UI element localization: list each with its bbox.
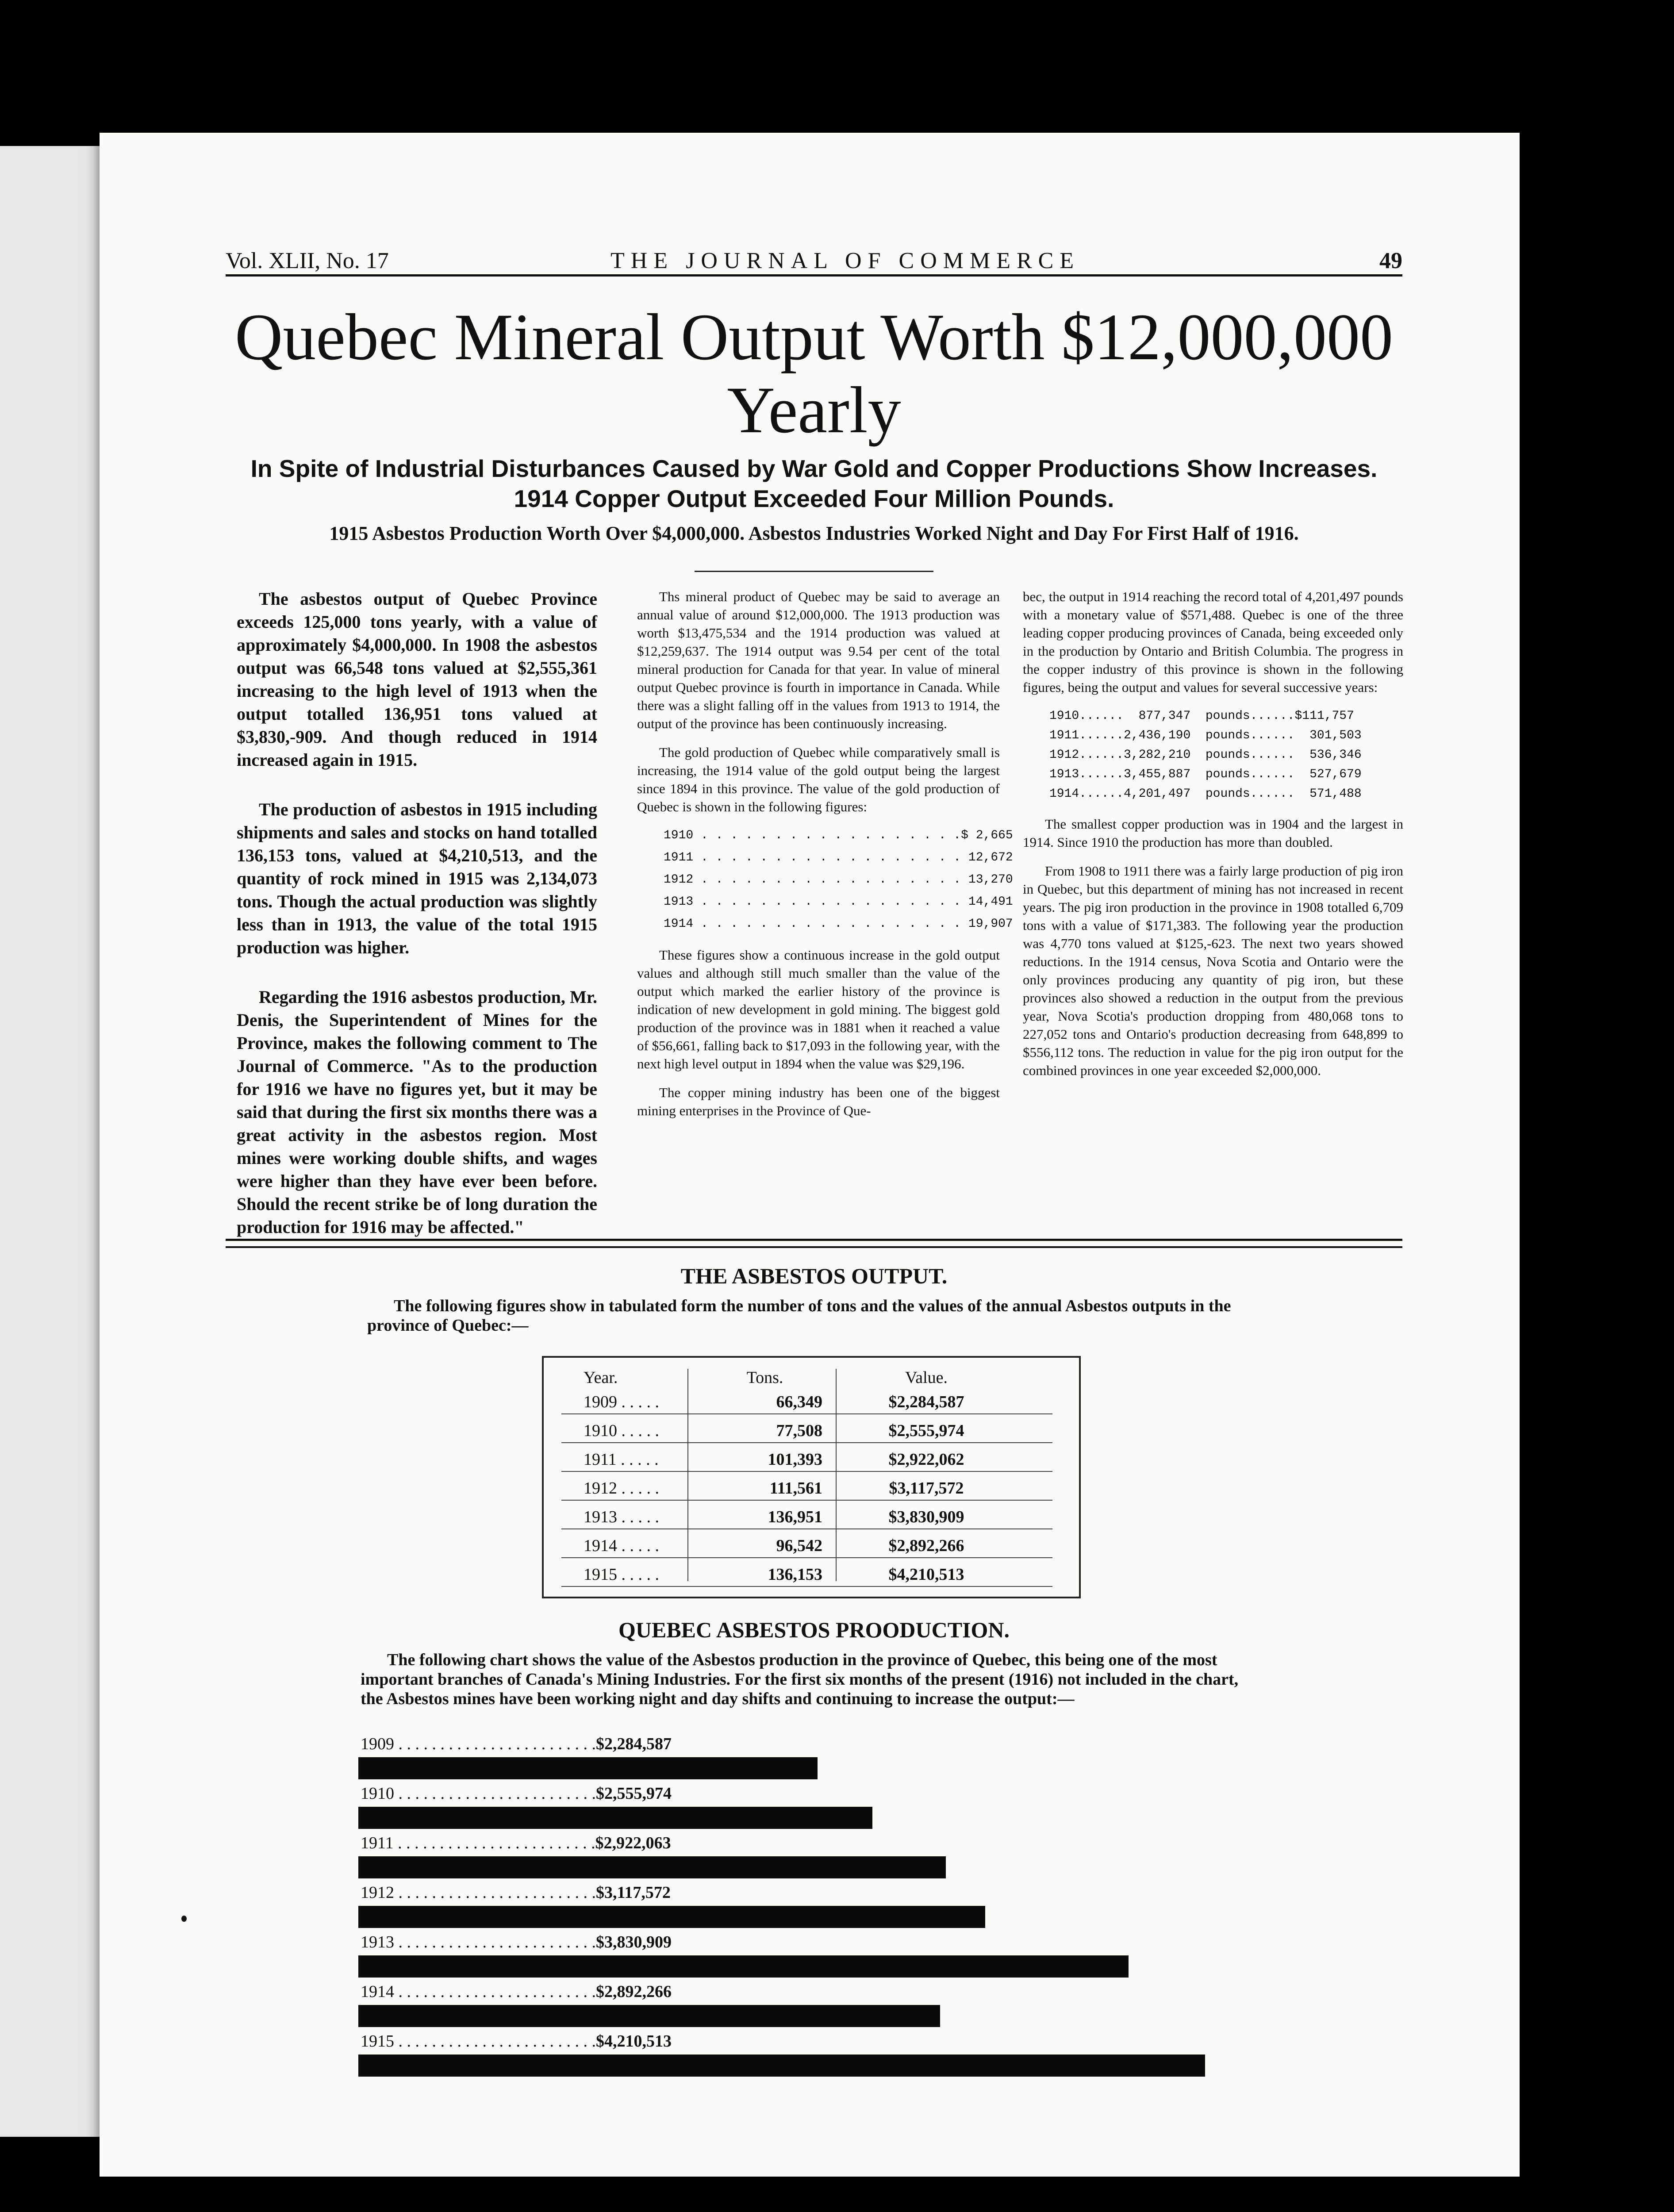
table-row xyxy=(561,1561,1052,1587)
bar-label-1909 xyxy=(361,1734,672,1754)
row-year: 1909 . . . . . xyxy=(584,1393,659,1411)
paragraph: bec, the output in 1914 reaching the record total of 4,201,497 pounds with a monetary value of $571,488. Quebec is one of the three leading copper producing provinces of Canada, being exceeded only in the production by Ontario and British Columbia. The progress in the copper industry of this province is shown in the following figures, being the output and values for several successive years: xyxy=(1023,589,1403,695)
paragraph: The gold production of Quebec while comparatively small is increasing, the 1914 value of the gold output being the largest since 1894 in this province. The value of the gold production of Quebec is shown in the following figures: xyxy=(637,745,1000,814)
row-year: 1914 . . . . . xyxy=(584,1536,659,1555)
section-double-rule xyxy=(226,1239,1402,1248)
page-number: 49 xyxy=(1379,248,1402,273)
copper-row: 1910...... 877,347 pounds......$111,757 xyxy=(1049,709,1354,723)
copper-row: 1912......3,282,210 pounds...... 536,346 xyxy=(1049,748,1362,762)
row-value: $3,830,909 xyxy=(888,1508,964,1526)
header-year: Year. xyxy=(584,1368,618,1387)
journal-name: THE JOURNAL OF COMMERCE xyxy=(610,248,1080,273)
row-tons: 101,393 xyxy=(768,1450,822,1469)
subheadline-2: 1915 Asbestos Production Worth Over $4,000,000. Asbestos Industries Worked Night and Day For First Half of 1916. xyxy=(329,522,1299,544)
row-tons: 111,561 xyxy=(769,1479,822,1498)
article-column-3 xyxy=(1023,588,1403,1090)
asbestos-output-title: THE ASBESTOS OUTPUT. xyxy=(680,1263,948,1288)
headline-divider xyxy=(695,571,933,572)
adjacent-page-edge xyxy=(0,146,100,2137)
bar-year: 1915 . . . . . . . . . . . . . . . . . . . . . . . . xyxy=(361,2032,596,2051)
copper-row: 1913......3,455,887 pounds...... 527,679 xyxy=(1049,768,1362,781)
bar-year: 1913 . . . . . . . . . . . . . . . . . . . . . . . . xyxy=(361,1933,596,1951)
copper-production-table xyxy=(1049,707,1403,804)
asbestos-output-table xyxy=(542,1356,1081,1598)
bar-year: 1914 . . . . . . . . . . . . . . . . . . . . . . . . xyxy=(361,1982,596,2001)
article-column-2 xyxy=(637,588,1013,1130)
bar-year: 1911 . . . . . . . . . . . . . . . . . . . . . . . . xyxy=(361,1834,595,1852)
table-row xyxy=(561,1446,1052,1472)
row-year: 1913 . . . . . xyxy=(584,1508,659,1526)
row-value: $4,210,513 xyxy=(888,1565,964,1584)
paragraph: From 1908 to 1911 there was a fairly large production of pig iron in Quebec, but this department of mining has not increased in recent years. The pig iron production in the province in 1908 totalled 6,709 tons with a value of $171,383. The following year the production was 4,770 tons valued at $125,-623. The next two years showed reductions. In the 1914 census, Nova Scotia and Ontario were the only provinces producing any quantity of pig iron, but these provinces also showed a reduction in the output from the previous year, Nova Scotia's production dropping from 480,068 tons to 227,052 tons and Ontario's production decreasing from 648,899 to $556,112 tons. The reduction in value for the pig iron output for the combined provinces in one year exceeded $2,000,000. xyxy=(1023,863,1403,1078)
copper-row: 1911......2,436,190 pounds...... 301,503 xyxy=(1049,729,1362,742)
row-tons: 77,508 xyxy=(776,1421,822,1440)
gold-row: 1912 . . . . . . . . . . . . . . . . . . 13,270 xyxy=(664,873,1013,887)
bar-value-label: $3,117,572 xyxy=(596,1883,671,1902)
paragraph: The copper mining industry has been one of the biggest mining enterprises in the Province of Que- xyxy=(637,1085,1000,1118)
row-value: $3,117,572 xyxy=(889,1479,964,1498)
row-value: $2,892,266 xyxy=(888,1536,964,1555)
gold-row: 1914 . . . . . . . . . . . . . . . . . . 19,907 xyxy=(664,917,1013,931)
bar-value-label: $4,210,513 xyxy=(596,2032,672,2051)
row-tons: 136,951 xyxy=(768,1508,822,1526)
volume-number: Vol. XLII, No. 17 xyxy=(226,248,389,273)
bar-label-1915 xyxy=(361,2032,672,2051)
paragraph: Regarding the 1916 asbestos production, Mr. Denis, the Superintendent of Mines for the Province, makes the following comment to The Journal of Commerce. "As to the production for 1916 we have no figures yet, but it may be said that during the first six months there was a great activity in the asbestos region. Most mines were working double shifts, and wages were higher than they have ever been before. Should the recent strike be of long duration the production for 1916 may be affected." xyxy=(237,987,597,1237)
header-value: Value. xyxy=(905,1368,948,1387)
paragraph: The production of asbestos in 1915 including shipments and sales and stocks on hand totalled 136,153 tons, valued at $4,210,513, and the quantity of rock mined in 1915 was 2,134,073 tons. Though the actual production was slightly less than in 1913, the value of the total 1915 production was higher. xyxy=(237,799,597,957)
headline: Quebec Mineral Output Worth $12,000,000 Yearly xyxy=(234,300,1394,447)
bar-year: 1912 . . . . . . . . . . . . . . . . . . . . . . . . xyxy=(361,1883,596,1902)
row-tons: 136,153 xyxy=(768,1565,822,1584)
table-row xyxy=(561,1532,1052,1558)
bar-value-label: $2,284,587 xyxy=(596,1735,672,1753)
bar-1910 xyxy=(358,1807,872,1829)
bar-1911 xyxy=(358,1856,946,1878)
paragraph: The smallest copper production was in 1904 and the largest in 1914. Since 1910 the production has more than doubled. xyxy=(1023,816,1403,850)
paragraph: Ths mineral product of Quebec may be said to average an annual value of around $12,000,000. The 1913 production was worth $13,475,534 and the 1914 production was valued at $12,259,637. The 1914 output was 9.54 per cent of the total mineral production for Canada for that year. In value of mineral output Quebec province is fourth in importance in Canada. While there was a slight falling off in the values from 1913 to 1914, the output of the province has been continuously increasing. xyxy=(637,589,1000,731)
production-chart-intro: The following chart shows the value of the Asbestos production in the province of Quebec, this being one of the most important branches of Canada's Mining Industries. For the first six months of the present (1916) not included in the chart, the Asbestos mines have been working night and day shifts and continuing to increase the output:— xyxy=(361,1651,1239,1708)
bar-label-1914 xyxy=(361,1982,672,2001)
gold-production-table xyxy=(664,826,1013,937)
margin-ink-spot xyxy=(181,1916,187,1922)
asbestos-output-intro: The following figures show in tabulated form the number of tons and the values of the annual Asbestos outputs in the province of Quebec:— xyxy=(367,1297,1231,1335)
bar-label-1911 xyxy=(361,1833,671,1853)
bar-value-label: $2,892,266 xyxy=(596,1982,672,2001)
header-tons: Tons. xyxy=(746,1368,783,1387)
production-chart-title: QUEBEC ASBESTOS PROODUCTION. xyxy=(618,1617,1010,1642)
bar-year: 1910 . . . . . . . . . . . . . . . . . . . . . . . . xyxy=(361,1784,596,1803)
bar-1912 xyxy=(358,1906,985,1928)
row-year: 1911 . . . . . xyxy=(584,1450,659,1469)
row-value: $2,555,974 xyxy=(888,1421,964,1440)
bar-1913 xyxy=(358,1955,1129,1978)
paragraph: These figures show a continuous increase in the gold output values and although still much smaller than the value of the output which marked the earlier history of the province is indication of new development in gold mining. The biggest gold production of the province was in 1881 when it reached a value of $56,661, falling back to $17,093 in the following year, with the next high level output in 1894 when the value was $29,196. xyxy=(637,947,1000,1071)
table-row xyxy=(561,1504,1052,1529)
running-header xyxy=(226,248,1402,276)
copper-row: 1914......4,201,497 pounds...... 571,488 xyxy=(1049,787,1362,801)
row-tons: 66,349 xyxy=(776,1393,822,1411)
subheadline: In Spite of Industrial Disturbances Caused by War Gold and Copper Productions Show Increases. 1914 Copper Output Exceeded Four Million Pounds. xyxy=(250,455,1378,512)
table-header-row xyxy=(561,1364,1052,1389)
bar-year: 1909 . . . . . . . . . . . . . . . . . . . . . . . . xyxy=(361,1735,596,1753)
bar-label-1913 xyxy=(361,1932,672,1952)
bar-1914 xyxy=(358,2005,940,2027)
bar-1915 xyxy=(358,2055,1205,2077)
paragraph: The asbestos output of Quebec Province exceeds 125,000 tons yearly, with a value of approximately $4,000,000. In 1908 the asbestos output was 66,548 tons valued at $2,555,361 increasing to the high level of 1913 when the output totalled 136,951 tons valued at $3,830,-909. And though reduced in 1914 increased again in 1915. xyxy=(237,589,597,770)
bar-value-label: $2,922,063 xyxy=(595,1834,671,1852)
bar-label-1910 xyxy=(361,1784,672,1803)
table-row xyxy=(561,1475,1052,1501)
row-value: $2,922,062 xyxy=(888,1450,964,1469)
bar-value-label: $3,830,909 xyxy=(596,1933,672,1951)
bar-value-label: $2,555,974 xyxy=(596,1784,672,1803)
bar-1909 xyxy=(358,1757,818,1779)
row-tons: 96,542 xyxy=(776,1536,822,1555)
row-year: 1910 . . . . . xyxy=(584,1421,659,1440)
article-column-1 xyxy=(237,588,597,1265)
gold-row: 1913 . . . . . . . . . . . . . . . . . . 14,491 xyxy=(664,895,1013,909)
gold-row: 1911 . . . . . . . . . . . . . . . . . . 12,672 xyxy=(664,851,1013,864)
bar-label-1912 xyxy=(361,1883,671,1902)
row-year: 1915 . . . . . xyxy=(584,1565,659,1584)
table-row xyxy=(561,1417,1052,1443)
table-row xyxy=(561,1389,1052,1414)
row-value: $2,284,587 xyxy=(888,1393,964,1411)
row-year: 1912 . . . . . xyxy=(584,1479,659,1498)
gold-row: 1910 . . . . . . . . . . . . . . . . . .$ 2,665 xyxy=(664,829,1013,842)
